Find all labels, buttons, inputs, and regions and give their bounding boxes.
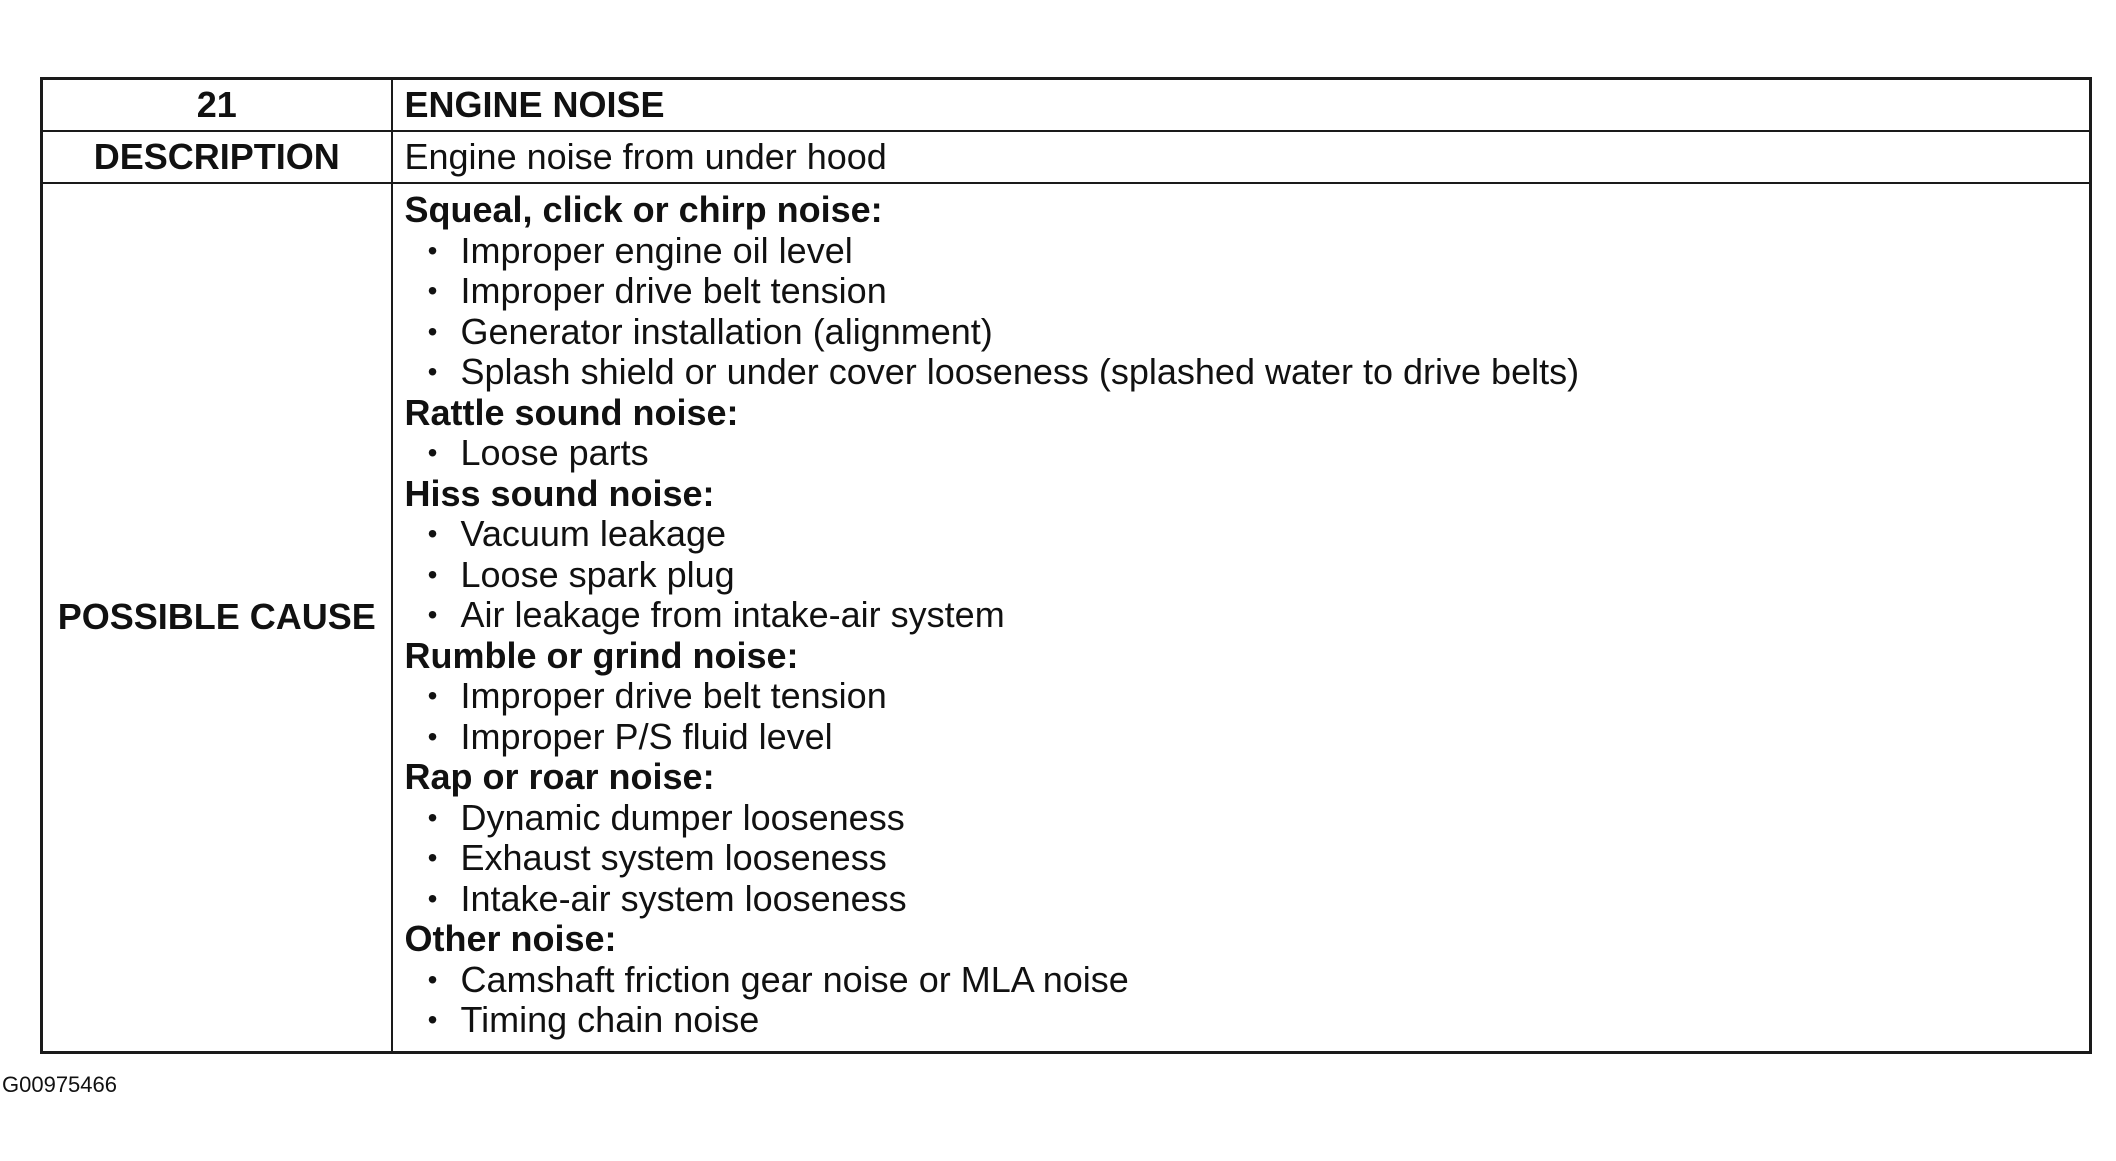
description-row (42, 131, 2091, 183)
cause-list-item (405, 514, 2078, 555)
troubleshooting-table (40, 77, 2092, 1054)
cause-item-text: Loose spark plug (460, 553, 735, 595)
cause-item-text: Improper drive belt tension (460, 675, 887, 716)
cause-list-item (405, 717, 2078, 758)
cause-list-item (405, 595, 2078, 636)
cause-group (405, 393, 2078, 474)
cause-item-text: Vacuum leakage (460, 513, 726, 554)
cause-list (405, 514, 2078, 636)
cause-group (405, 474, 2078, 636)
bullet-icon: • (427, 963, 438, 995)
bullet-icon: • (427, 1004, 438, 1035)
bullet-icon: • (427, 275, 438, 306)
cause-item-text: Loose parts (460, 432, 649, 473)
cause-list (405, 798, 2078, 920)
cause-list (405, 960, 2078, 1041)
possible-cause-content (392, 183, 2091, 1052)
cause-list (405, 231, 2078, 393)
cause-list-item (405, 879, 2078, 920)
bullet-icon: • (427, 315, 438, 347)
cause-list-item (405, 1000, 2078, 1041)
cause-item-text: Splash shield or under cover looseness (splashed water to drive belts) (460, 351, 1580, 392)
cause-list (405, 433, 2078, 474)
possible-cause-row (42, 183, 2091, 1052)
bullet-icon: • (427, 680, 438, 711)
cause-item-text: Timing chain noise (460, 999, 760, 1040)
description-value: Engine noise from under hood (392, 131, 2091, 183)
cause-list-item (405, 312, 2078, 353)
cause-group (405, 636, 2078, 758)
bullet-icon: • (427, 558, 438, 590)
cause-group-heading: Other noise: (404, 918, 617, 959)
cause-item-text: Intake-air system looseness (460, 877, 907, 919)
cause-list-item (405, 960, 2078, 1001)
possible-cause-label: POSSIBLE CAUSE (42, 183, 392, 1052)
cause-group (405, 190, 2078, 393)
cause-group-heading: Rumble or grind noise: (404, 634, 799, 676)
cause-group (405, 757, 2078, 919)
bullet-icon: • (427, 801, 438, 833)
description-label: DESCRIPTION (42, 131, 392, 183)
figure-id: G00975466 (2, 1072, 117, 1097)
cause-group-heading: Squeal, click or chirp noise: (404, 189, 883, 230)
cause-group-heading: Hiss sound noise: (404, 472, 715, 514)
cause-list-item (405, 433, 2078, 474)
bullet-icon: • (427, 842, 438, 873)
cause-group (405, 919, 2078, 1041)
item-title: ENGINE NOISE (392, 79, 2091, 132)
cause-item-text: Dynamic dumper looseness (460, 796, 905, 838)
bullet-icon: • (427, 437, 438, 468)
bullet-icon: • (427, 518, 438, 549)
cause-item-text: Improper drive belt tension (460, 270, 887, 311)
bullet-icon: • (427, 599, 438, 630)
bullet-icon: • (427, 720, 438, 752)
cause-item-text: Generator installation (alignment) (460, 310, 993, 352)
cause-list-item (405, 271, 2078, 312)
cause-list-item (405, 555, 2078, 596)
bullet-icon: • (427, 234, 438, 266)
cause-list-item (405, 231, 2078, 272)
header-row (42, 79, 2091, 132)
cause-item-text: Camshaft friction gear noise or MLA noise (460, 958, 1129, 1000)
cause-list-item (405, 352, 2078, 393)
cause-item-text: Improper engine oil level (460, 229, 853, 271)
cause-item-text: Exhaust system looseness (460, 837, 887, 878)
cause-list (405, 676, 2078, 757)
cause-group-heading: Rap or roar noise: (404, 756, 715, 797)
cause-list-item (405, 798, 2078, 839)
bullet-icon: • (427, 882, 438, 914)
cause-list-item (405, 676, 2078, 717)
bullet-icon: • (427, 356, 438, 387)
item-number: 21 (42, 79, 392, 132)
cause-item-text: Improper P/S fluid level (460, 715, 833, 757)
cause-item-text: Air leakage from intake-air system (460, 594, 1005, 635)
cause-group-heading: Rattle sound noise: (404, 391, 739, 433)
cause-list-item (405, 838, 2078, 879)
